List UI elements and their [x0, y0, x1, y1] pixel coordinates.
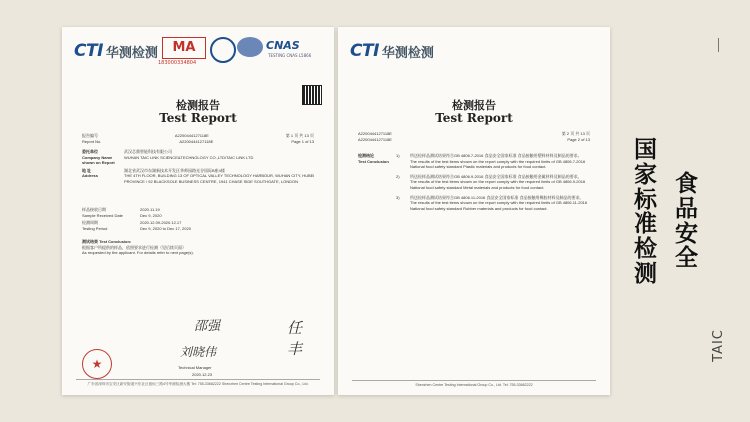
report-no-label-en: Report No. [82, 138, 102, 144]
sample-date-zh: 2020.11.19 [140, 207, 160, 212]
section-label [358, 153, 396, 215]
date-fields [82, 207, 314, 233]
conclusion-text-en: As requested by the applicant. For details refer to next page(s). [82, 250, 194, 256]
item-text-en: The results of the test items shown on the report comply with the required limits of GB 4806.7-2016 National food safety standard Plastic materials and products for food contact. [410, 158, 586, 170]
caption-char: 食 [675, 171, 698, 197]
item-text-en: The results of the test items shown on the report comply with the required limits of GB 4806.9-2016 National food safety standard Metal materials and products for food contact. [410, 179, 586, 190]
page-label-en: Page 1 of 13 [291, 138, 314, 144]
ilac-mra-icon [237, 37, 263, 57]
caption-char: 安 [675, 220, 698, 247]
signature-3: 刘晓伟 [180, 345, 217, 359]
page-label: 第 1 页 共 13 页 [285, 133, 314, 138]
testing-period-en: Dec 9, 2020 to Dec 17, 2020 [140, 225, 191, 231]
testing-period-zh: 2020.12.09-2020.12.17 [140, 220, 182, 226]
item-text-zh: 所送检样品测试结果符合GB 4806.11-2016 食品安全国家标准 食品接触用橡胶材料及制品的要求。 [410, 194, 584, 200]
item-text-en: The results of the test items shown on the report comply with the required limits of GB 4806.11-2016 National food safety standard Rubber materials and products for food contact. [410, 200, 588, 211]
item-text-zh: 所送检样品测试结果符合GB 4806.7-2016 食品安全国家标准 食品接触用塑料材料及制品的要求。 [410, 153, 582, 158]
item-number: 3) [396, 194, 400, 200]
testing-period-value [140, 220, 314, 231]
testing-period-label-en: Testing Period [82, 225, 108, 231]
sample-date-label-en: Sample Received Date [82, 212, 123, 218]
test-report-page-2 [338, 27, 610, 395]
sample-date-label-zh: 样品接收日期 [82, 207, 106, 212]
cma-seal-icon [210, 37, 236, 63]
sample-date-value [140, 207, 314, 218]
caption-char: 检 [634, 236, 657, 263]
technical-manager-label: Technical Manager [178, 365, 212, 370]
applicant-value [124, 149, 316, 166]
conclusion-section [358, 153, 590, 215]
caption-char: 国 [634, 137, 657, 163]
divider-line [718, 38, 719, 52]
report-no: A2200444127118E [174, 133, 209, 138]
brand-watermark: TAIC [710, 329, 726, 362]
address-value-zh: 湖北省武汉市东湖新技术开发区华师园路光谷国际B座4楼 [124, 167, 225, 173]
report-title-zh: 检测报告 [452, 99, 496, 112]
report-meta [82, 133, 314, 144]
caption-national-standard [634, 138, 657, 287]
cti-logo [350, 41, 434, 61]
signature-1: 邵强 [194, 319, 221, 334]
address-label-en: Address [82, 173, 99, 179]
caption-char: 准 [634, 211, 657, 238]
sample-date-en: Dec 9, 2020 [140, 212, 162, 218]
address-label [82, 168, 124, 185]
conclusion-label-en: Test Conclusion: [99, 239, 132, 244]
report-title-zh: 检测报告 [176, 99, 220, 112]
item-number: 1) [396, 153, 400, 158]
list-item [396, 195, 590, 212]
test-conclusion [82, 239, 314, 256]
page-label: 第 2 页 共 13 页 [561, 131, 590, 136]
cti-logo-text: CTI [350, 41, 379, 61]
applicant-value-en: WUHAN TAIC LINK SCIENCE&TECHNOLOGY CO.,LTD/TAIC LINK LTD [124, 154, 254, 160]
address-value-en: THE 4TH FLOOR, BUILDING 13 OF OPTICAL VALLEY TECHNOLOGY HARBOUR, WUHAN CITY, HUBEI PROVINCE / 92 BLACKSOLE BUSINESS CENTRE, 1941 CHASE SIDE SOUTHGATE, LONDON [124, 173, 315, 184]
conclusion-text-zh: 根据客户所提供的样品，依照要求进行检测（见后续页面） [82, 244, 186, 250]
section-label-zh: 检测结论 [358, 153, 374, 158]
official-stamp-icon: ★ [82, 349, 112, 379]
cnas-cert-logo: CNAS [266, 39, 300, 52]
cma-cert-logo: MA [162, 37, 206, 59]
section-label-en: Test Conclusion [358, 158, 389, 164]
list-item [396, 174, 590, 191]
cma-cert-number: 183000334804 [158, 60, 197, 66]
cnas-cert-sub: TESTING CNAS L5866 [268, 53, 312, 58]
caption-char: 全 [675, 245, 698, 272]
item-text-zh: 所送检样品测试结果符合GB 4806.9-2016 食品安全国家标准 食品接触用金属材料及制品的要求。 [410, 173, 582, 179]
testing-period-label-zh: 检测周期 [82, 220, 98, 226]
signature-2: 任丰 [287, 319, 303, 358]
cti-logo-chinese: 华测检测 [381, 45, 434, 61]
testing-period-label [82, 220, 140, 231]
report-meta [358, 131, 590, 142]
sample-date-label [82, 207, 140, 218]
report-no-en: A2200444127118E [358, 136, 392, 142]
cti-logo [74, 41, 158, 61]
report-footer: 广东省深圳市宝安区新安街道兴东社区留仙三路4号华测检测大楼 Tel: 755-33682222 Shenzhen Centre Testing International Group Co., Ltd. [76, 379, 320, 387]
conclusion-label-zh: 测试结果 [82, 239, 98, 244]
applicant-label-en: Company Name shown on Report [82, 154, 115, 166]
address-value [124, 168, 316, 185]
caption-char: 标 [634, 186, 657, 213]
caption-char: 家 [634, 161, 657, 188]
applicant-fields [82, 149, 316, 187]
caption-char: 测 [634, 261, 657, 288]
cti-logo-text: CTI [74, 41, 103, 61]
caption-food-safety [675, 172, 698, 271]
report-title-en: Test Report [159, 111, 237, 125]
applicant-label [82, 149, 124, 166]
caption-char: 品 [675, 195, 698, 222]
item-number: 2) [396, 173, 400, 179]
report-title-en: Test Report [435, 111, 513, 125]
cti-logo-chinese: 华测检测 [105, 45, 158, 61]
address-label-zh: 地 址 [82, 167, 92, 173]
conclusion-items [396, 153, 590, 215]
test-report-page-1 [62, 27, 334, 395]
report-no: A2200444127118E [358, 131, 392, 136]
report-footer: Shenzhen Centre Testing International Group Co., Ltd. Tel: 755-33682222 [352, 380, 596, 387]
issue-date: 2020.12.23 [192, 372, 213, 377]
page-label-en: Page 2 of 13 [567, 136, 590, 142]
list-item [396, 153, 590, 170]
applicant-value-zh: 武汉芯鼎智能科技有限公司 [124, 149, 172, 154]
report-no-en: A2200444127118E [179, 138, 214, 144]
applicant-label-zh: 委托单位 [82, 149, 98, 154]
report-no-label: 报告编号 [82, 133, 98, 138]
